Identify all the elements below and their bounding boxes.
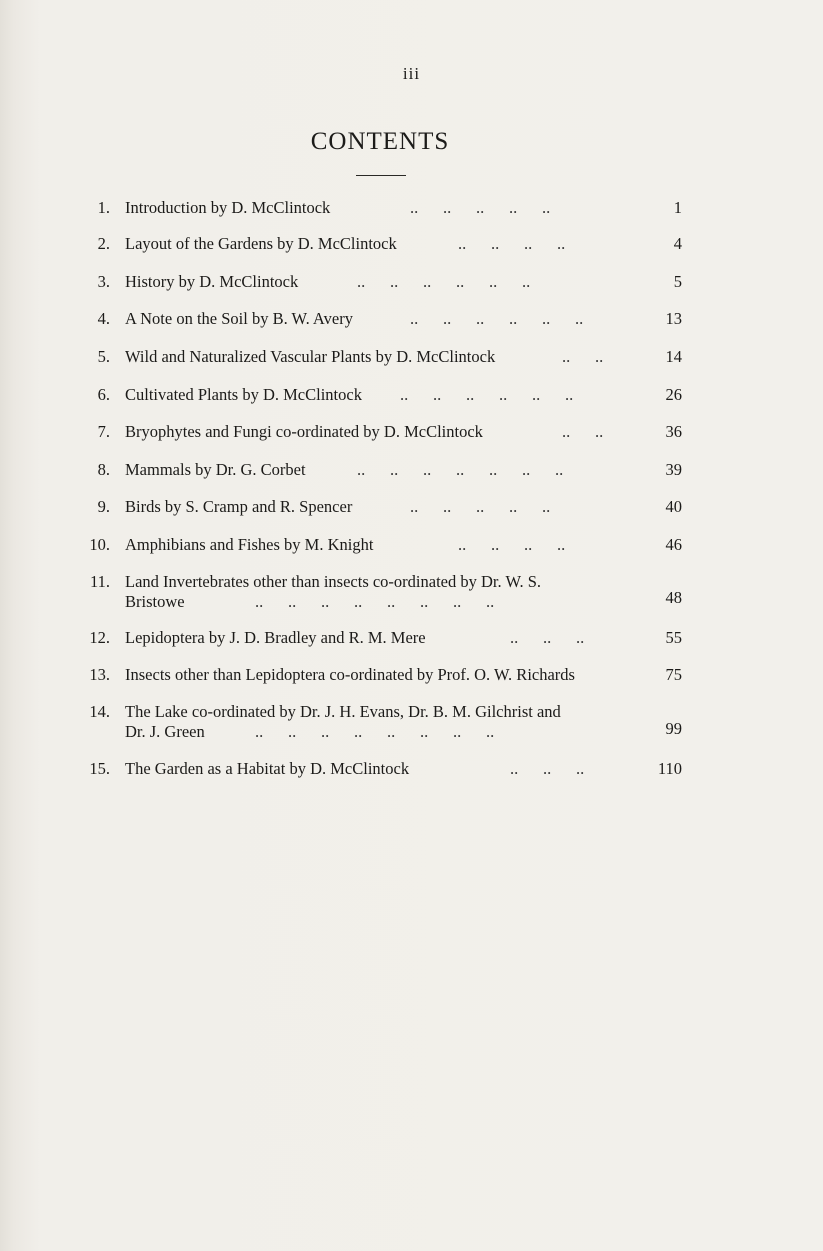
entry-title: Bryophytes and Fungi co-ordinated by D. McClintock xyxy=(125,422,483,441)
entry-title: Lepidoptera by J. D. Bradley and R. M. Mere xyxy=(125,628,426,647)
dot-leader: .. .. .. .. .. .. xyxy=(410,309,584,328)
entry-title: Land Invertebrates other than insects co-ordinated by Dr. W. S. xyxy=(125,572,542,591)
entry-page: 13 xyxy=(665,309,682,328)
entry-number: 1. xyxy=(97,198,110,217)
entry-page: 26 xyxy=(665,385,682,404)
entry-number: 12. xyxy=(89,628,110,647)
entry-number: 9. xyxy=(97,497,110,516)
entry-title-continued: Dr. J. Green xyxy=(125,722,205,741)
entry-page: 4 xyxy=(673,234,682,253)
entry-number: 6. xyxy=(97,385,110,404)
entry-title: Mammals by Dr. G. Corbet xyxy=(125,460,306,479)
dot-leader: .. .. .. xyxy=(510,628,585,647)
entry-number: 5. xyxy=(97,347,110,366)
dot-leader: .. .. .. .. xyxy=(458,535,566,554)
entry-number: 2. xyxy=(97,234,110,253)
entry-number: 11. xyxy=(89,572,110,591)
entry-page: 40 xyxy=(665,497,682,516)
entry-title: The Garden as a Habitat by D. McClintock xyxy=(125,759,410,778)
dot-leader: .. .. .. .. xyxy=(458,234,566,253)
entry-title: Layout of the Gardens by D. McClintock xyxy=(125,234,397,253)
entry-page: 14 xyxy=(665,347,682,366)
contents-heading: CONTENTS xyxy=(310,128,450,155)
entry-page: 1 xyxy=(673,198,682,217)
entry-title: Birds by S. Cramp and R. Spencer xyxy=(125,497,353,516)
entry-title: Introduction by D. McClintock xyxy=(125,198,331,217)
entry-title-continued: Bristowe xyxy=(125,592,185,611)
entry-title: Insects other than Lepidoptera co-ordinated by Prof. O. W. Richards xyxy=(125,665,575,684)
entry-title: Amphibians and Fishes by M. Knight xyxy=(125,535,374,554)
entry-number: 13. xyxy=(89,665,110,684)
entry-title: A Note on the Soil by B. W. Avery xyxy=(125,309,353,328)
dot-leader: .. .. .. .. .. xyxy=(410,198,551,217)
entry-page: 110 xyxy=(657,759,682,778)
dot-leader: .. .. .. .. .. .. xyxy=(357,272,531,291)
entry-title: Cultivated Plants by D. McClintock xyxy=(125,385,362,404)
dot-leader: .. .. xyxy=(562,347,604,366)
entry-page: 5 xyxy=(673,272,682,291)
dot-leader: .. .. .. .. .. xyxy=(410,497,551,516)
dot-leader: .. .. .. .. .. .. xyxy=(400,385,574,404)
entry-title: History by D. McClintock xyxy=(125,272,299,291)
entry-number: 7. xyxy=(97,422,110,441)
entry-page: 46 xyxy=(665,535,682,554)
entry-page: 99 xyxy=(665,719,682,738)
entry-page: 55 xyxy=(665,628,682,647)
entry-page: 75 xyxy=(665,665,682,684)
entry-number: 4. xyxy=(97,309,110,328)
entry-number: 3. xyxy=(97,272,110,291)
dot-leader: .. .. xyxy=(562,422,604,441)
entry-title: The Lake co-ordinated by Dr. J. H. Evans, Dr. B. M. Gilchrist and xyxy=(125,702,561,721)
entry-page: 36 xyxy=(665,422,682,441)
dot-leader: .. .. .. .. .. .. .. xyxy=(357,460,564,479)
entry-page: 48 xyxy=(665,588,682,607)
entry-page: 39 xyxy=(665,460,682,479)
entry-number: 15. xyxy=(89,759,110,778)
entry-number: 14. xyxy=(89,702,110,721)
dot-leader: .. .. .. .. .. .. .. .. xyxy=(255,722,495,741)
dot-leader: .. .. .. .. .. .. .. .. xyxy=(255,592,495,611)
dot-leader: .. .. .. xyxy=(510,759,585,778)
entry-number: 10. xyxy=(89,535,110,554)
page-number: iii xyxy=(402,64,421,83)
entry-number: 8. xyxy=(97,460,110,479)
entry-title: Wild and Naturalized Vascular Plants by D. McClintock xyxy=(125,347,496,366)
